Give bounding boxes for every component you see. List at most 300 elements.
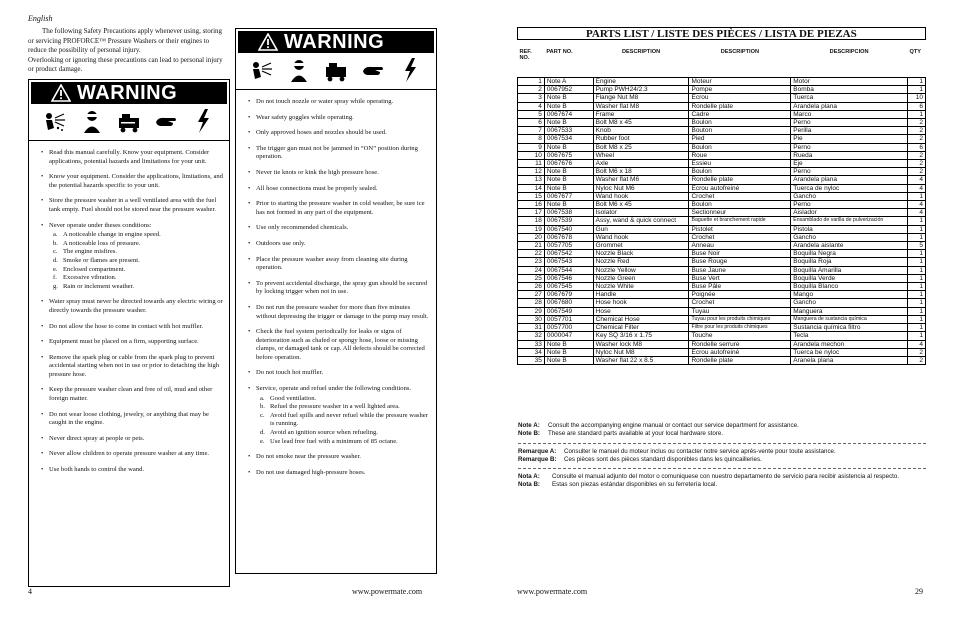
warning-item: • Use only recommended chemicals. [248,224,430,233]
qty-cell: 1 [907,274,925,282]
note-row [518,430,926,438]
ref-cell: 13 [518,176,545,184]
desc-es-cell: Motor [791,78,908,86]
desc-es-cell: Bomba [791,86,908,94]
ref-cell: 3 [518,94,545,102]
warning-item: • Check the fuel system periodically for leaks or signs of deterioration such as chafed or spongy hose, loose or missing clamps, or damaged tank or cap. All defects should be corrected before operation. [248,328,430,362]
desc-es-cell: Gancho [791,299,908,307]
warning-item-text: Service, operate and refuel under the following conditions. [256,385,412,393]
ref-cell: 25 [518,274,545,282]
col-ref: REF. NO. [519,49,532,61]
ref-cell: 2 [518,86,545,94]
note-label: Remarque A: [518,448,557,455]
desc-en-cell: Washer flat 22 x 8.5 [593,356,689,364]
note-text: Consult the accompanying engine manual or contact our service department for assistance. [548,422,799,429]
desc-fr-cell: Buse Jaune [689,266,791,274]
notes-fr [518,448,926,464]
part-no-cell: Note B [544,168,593,176]
electric-shock-icon [190,108,216,134]
table-row [518,160,926,168]
part-no-cell: Note B [544,102,593,110]
part-no-cell: 0067675 [544,151,593,159]
desc-fr-cell: Pistolet [689,225,791,233]
part-no-cell: 0067674 [544,110,593,118]
ref-cell: 28 [518,299,545,307]
ref-cell: 10 [518,151,545,159]
part-no-cell: 0067545 [544,283,593,291]
desc-en-cell: Nyloc Nut M8 [593,348,689,356]
qty-cell: 2 [907,119,925,127]
desc-fr-cell: Sectionneur [689,209,791,217]
desc-fr-cell: Boulon [689,143,791,151]
table-row [518,348,926,356]
page-number-right: 29 [915,587,923,596]
desc-es-cell: Arandela aislante [791,242,908,250]
note-label: Nota B: [518,481,540,488]
desc-es-cell: Eje [791,160,908,168]
part-no-cell: 0067538 [544,209,593,217]
banner-divider [236,89,436,90]
part-no-cell: 0067679 [544,291,593,299]
part-no-cell: 0057700 [544,324,593,332]
service-conditions-list [256,395,430,447]
ref-cell: 27 [518,291,545,299]
desc-fr-cell: Cadre [689,110,791,118]
part-no-cell: Note B [544,356,593,364]
warning-list-2 [236,98,436,477]
warning-item-text: Never operate under theses conditions: [49,221,152,229]
table-row [518,110,926,118]
desc-es-cell: Tuerca be nyloc [791,348,908,356]
qty-cell: 1 [907,86,925,94]
qty-cell: 1 [907,250,925,258]
part-no-cell: 0067680 [544,299,593,307]
desc-fr-cell: Crochet [689,233,791,241]
warning-banner [31,82,227,104]
ref-cell: 31 [518,324,545,332]
warning-item: • Do not touch nozzle or water spray while operating. [248,98,430,107]
desc-es-cell: Manguera de sustancia química [791,315,908,323]
note-text: Estas son piezas estándar disponibles en su ferretería local. [552,481,718,488]
qty-cell: 1 [907,78,925,86]
engine-machine-icon [116,108,142,134]
desc-es-cell: Rueda [791,151,908,159]
note-row [518,422,926,430]
ref-cell: 33 [518,340,545,348]
desc-fr-cell: Roue [689,151,791,159]
warning-item: • Do not run the pressure washer for more than five minutes without depressing the trigger or damage to the pump may result. [248,304,430,321]
desc-en-cell: Nozzle White [593,283,689,291]
note-label: Note B: [518,430,540,437]
table-row [518,78,926,86]
desc-es-cell: Ensamblado de varilla de pulverización [791,217,908,225]
desc-fr-cell: Buse Pâle [689,283,791,291]
condition-item: c. Avoid fuel spills and never refuel while the pressure washer is running. [260,412,430,429]
warning-item: • Never direct spray at people or pets. [41,435,223,444]
table-row [518,143,926,151]
ref-cell: 14 [518,184,545,192]
part-no-cell: Note B [544,143,593,151]
desc-fr-cell: Filtre pour les produits chimiques [689,324,791,332]
qty-cell: 1 [907,307,925,315]
desc-es-cell: Pie [791,135,908,143]
goggles-person-icon [286,57,312,83]
desc-es-cell: Boquilla Negra [791,250,908,258]
desc-fr-cell: Buse Noir [689,250,791,258]
ref-cell: 29 [518,307,545,315]
warning-item: • To prevent accidental discharge, the spray gun should be secured by locking trigger when not in use. [248,280,430,297]
desc-fr-cell: Rondelle serrure [689,340,791,348]
condition-item: a. Good ventilation. [260,395,430,404]
notes-divider [518,468,926,469]
table-row [518,233,926,241]
condition-item: d. Smoke or flames are present. [53,257,223,266]
parts-rows [518,78,926,365]
desc-en-cell: Nozzle Green [593,274,689,282]
warning-item: • Do not touch hot muffler. [248,369,430,378]
note-text: Consulter le manuel du moteur inclus ou contacter notre service après-vente pour toute assistance. [564,448,836,455]
desc-fr-cell: Moteur [689,78,791,86]
warning-item: • Wear safety goggles while operating. [248,114,430,123]
condition-item: f. Excessive vibration. [53,274,223,283]
parts-table [517,47,926,365]
ref-cell: 32 [518,332,545,340]
condition-item: c. The engine misfires. [53,248,223,257]
desc-es-cell: Aislador [791,209,908,217]
goggles-person-icon [79,108,105,134]
note-text: These are standard parts available at your local hardware store. [548,430,724,437]
ref-cell: 35 [518,356,545,364]
qty-cell: 4 [907,340,925,348]
ref-cell: 30 [518,315,545,323]
ref-cell: 21 [518,242,545,250]
desc-en-cell: Nozzle Yellow [593,266,689,274]
ref-cell: 8 [518,135,545,143]
ref-cell: 6 [518,119,545,127]
qty-cell: 4 [907,209,925,217]
desc-en-cell: Washer lock M8 [593,340,689,348]
desc-en-cell: Frame [593,110,689,118]
desc-es-cell: Aranela plana [791,356,908,364]
desc-en-cell: Wand hook [593,233,689,241]
ref-cell: 15 [518,192,545,200]
table-row [518,176,926,184]
warning-item: • Place the pressure washer away from cleaning site during operation. [248,256,430,273]
hand-hazard-icon [360,57,386,83]
ref-cell: 7 [518,127,545,135]
desc-es-cell: Boquilla Roja [791,258,908,266]
part-no-cell: 0067678 [544,233,593,241]
ref-cell: 22 [518,250,545,258]
desc-en-cell: Bolt M8 x 45 [593,119,689,127]
desc-es-cell: Tecla [791,332,908,340]
warning-item: • Never tie knots or kink the high pressure hose. [248,169,430,178]
qty-cell: 6 [907,102,925,110]
desc-en-cell: Bolt M6 x 18 [593,168,689,176]
desc-fr-cell: Boulon [689,168,791,176]
desc-es-cell: Boquilla Verde [791,274,908,282]
warning-item: • Equipment must be placed on a firm, supporting surface. [41,338,223,347]
language-label: English [28,14,53,23]
warning-item: • Outdoors use only. [248,240,430,249]
table-row [518,250,926,258]
table-row [518,274,926,282]
table-row [518,340,926,348]
warning-item: • Remove the spark plug or cable from the spark plug to prevent accidental starting when not in use or prior to detaching the high pressure hose. [41,354,223,380]
hazard-icons [244,55,428,85]
desc-en-cell: Nozzle Black [593,250,689,258]
table-row [518,184,926,192]
desc-en-cell: Grommet [593,242,689,250]
part-no-cell: 0067676 [544,160,593,168]
table-row [518,332,926,340]
desc-es-cell: Boquilla Blanco [791,283,908,291]
url-right: www.powermate.com [517,587,588,596]
condition-item: e. Enclosed compartment. [53,266,223,275]
desc-es-cell: Perno [791,168,908,176]
desc-en-cell: Washer flat M6 [593,176,689,184]
table-row [518,307,926,315]
hand-hazard-icon [153,108,179,134]
desc-es-cell: Marco [791,110,908,118]
url-left: www.powermate.com [352,587,423,596]
desc-en-cell: Washer flat M8 [593,102,689,110]
desc-fr-cell: Tuyau pour les produits chimiques [689,315,791,323]
electric-shock-icon [397,57,423,83]
desc-fr-cell: Crochet [689,192,791,200]
ref-cell: 34 [518,348,545,356]
desc-es-cell: Perno [791,201,908,209]
desc-es-cell: Perno [791,143,908,151]
table-row [518,315,926,323]
part-no-cell: 0057701 [544,315,593,323]
part-no-cell: Note A [544,78,593,86]
warning-item: • Do not allow the hose to come in contact with hot muffler. [41,323,223,332]
desc-fr-cell: Tuyau [689,307,791,315]
warning-item: • Do not wear loose clothing, jewelry, or anything that may be caught in the engine. [41,411,223,428]
ref-cell: 5 [518,110,545,118]
warning-banner [238,31,434,53]
ref-cell: 23 [518,258,545,266]
qty-cell: 1 [907,332,925,340]
desc-es-cell: Gancho [791,192,908,200]
part-no-cell: 0067540 [544,225,593,233]
intro-paragraph: The following Safety Precautions apply whenever using, storing or servicing PROFORCE™ Pressure Washers or their engines to reduce the possibility of personal injury. [28,27,223,54]
desc-es-cell: Manguera [791,307,908,315]
warning-item: • Never allow children to operate pressure washer at any time. [41,450,223,459]
desc-en-cell: Rubber foot [593,135,689,143]
table-row [518,102,926,110]
desc-es-cell: Sustancia química filtro [791,324,908,332]
table-row [518,258,926,266]
desc-en-cell: Chemical Hose [593,315,689,323]
desc-fr-cell: Crochet [689,299,791,307]
qty-cell: 4 [907,184,925,192]
page-number-left: 4 [28,587,32,596]
note-text: Consulte el manual adjunto del motor o comuniquese con nuestro departamento de servicio para recibir asistencia al respecto. [552,473,900,480]
part-no-cell: 0067542 [544,250,593,258]
desc-en-cell: Bolt M6 x 45 [593,201,689,209]
qty-cell: 1 [907,233,925,241]
ref-cell: 19 [518,225,545,233]
desc-es-cell: Tuerca [791,94,908,102]
table-row [518,324,926,332]
warning-item: • Do not use damaged high-pressure hoses. [248,469,430,478]
warning-item: • All hose connections must be properly sealed. [248,185,430,194]
condition-item: b. A noticeable loss of pressure. [53,240,223,249]
desc-es-cell: Tuerca de nyloc [791,184,908,192]
col-part: PART NO. [546,49,573,55]
ref-cell: 1 [518,78,545,86]
desc-en-cell: Key SQ 3/16 x 1.75 [593,332,689,340]
ref-cell: 20 [518,233,545,241]
part-no-cell: 0067539 [544,217,593,225]
table-row [518,201,926,209]
qty-cell: 1 [907,225,925,233]
desc-en-cell: Bolt M8 x 25 [593,143,689,151]
desc-es-cell: Arandela mechon [791,340,908,348]
ref-cell: 12 [518,168,545,176]
table-row [518,217,926,225]
desc-fr-cell: Boulon [689,119,791,127]
desc-en-cell: Flange Nut M8 [593,94,689,102]
qty-cell: 1 [907,283,925,291]
note-row [518,456,926,464]
warning-item: • Store the pressure washer in a well ventilated area with the fuel tank empty. Fuel should not be stored near the pressure washer. [41,197,223,214]
col-desc-fr: DESCRIPTION [720,49,759,55]
table-row [518,127,926,135]
part-no-cell: 0067546 [544,274,593,282]
condition-item: e. Use lead free fuel with a minimum of 85 octane. [260,438,430,447]
part-no-cell: 0057705 [544,242,593,250]
warning-item [41,222,223,292]
desc-en-cell: Engine [593,78,689,86]
desc-es-cell: Boquilla Amarilla [791,266,908,274]
warning-item: • Only approved hoses and nozzles should be used. [248,129,430,138]
table-row [518,242,926,250]
qty-cell: 4 [907,201,925,209]
warning-list-1 [29,149,229,475]
notes-es [518,473,926,489]
warning-item [248,385,430,446]
desc-en-cell: Wheel [593,151,689,159]
desc-fr-cell: Ecrou autofreiné [689,184,791,192]
table-row [518,86,926,94]
qty-cell: 1 [907,299,925,307]
hazard-icons [37,106,221,136]
desc-fr-cell: Buse Vert [689,274,791,282]
part-no-cell: Note B [544,201,593,209]
intro-text [28,27,228,75]
table-row [518,356,926,364]
ref-cell: 11 [518,160,545,168]
spray-hazard-icon [42,108,68,134]
desc-es-cell: Arandela plana [791,176,908,184]
desc-es-cell: Perilla [791,127,908,135]
desc-fr-cell: Baguette et branchement rapide [689,217,791,225]
desc-fr-cell: Touche [689,332,791,340]
table-row [518,119,926,127]
col-desc-en: DESCRIPTION [621,49,661,55]
qty-cell: 2 [907,135,925,143]
part-no-cell: Note B [544,94,593,102]
ref-cell: 26 [518,283,545,291]
table-row [518,94,926,102]
desc-fr-cell: Boulon [689,201,791,209]
desc-fr-cell: Pied [689,135,791,143]
desc-en-cell: Hose hook [593,299,689,307]
part-no-cell: 0067952 [544,86,593,94]
desc-fr-cell: Rondelle plate [689,356,791,364]
warning-item: • The trigger gun must not be jammed in “ON” position during operation. [248,145,430,162]
qty-cell: 1 [907,110,925,118]
desc-en-cell: Chemical Filter [593,324,689,332]
notes-divider [518,443,926,444]
qty-cell: 1 [907,192,925,200]
qty-cell: 1 [907,291,925,299]
part-no-cell: Note B [544,119,593,127]
qty-cell: 2 [907,151,925,159]
table-row [518,151,926,159]
part-no-cell: 0000047 [544,332,593,340]
banner-divider [29,140,229,141]
note-text: Ces pièces sont des pièces standard disponibles dans les quincailleries. [564,456,762,463]
ref-cell: 18 [518,217,545,225]
desc-fr-cell: Anneau [689,242,791,250]
spray-hazard-icon [249,57,275,83]
qty-cell: 1 [907,266,925,274]
note-row [518,481,926,489]
warning-item: • Do not smoke near the pressure washer. [248,453,430,462]
table-row [518,135,926,143]
warning-item: • Water spray must never be directed towards any electric wiring or directly towards the pressure washer. [41,298,223,315]
condition-item: g. Rain or inclement weather. [53,283,223,292]
warning-triangle-icon [51,84,71,102]
qty-cell: 2 [907,168,925,176]
qty-cell: 2 [907,356,925,364]
parts-list-title: PARTS LIST / LISTE DES PIÈCES / LISTA DE PIEZAS [517,27,926,40]
warning-item: • Know your equipment. Consider the applications, limitations, and the potential hazards specific to your unit. [41,173,223,190]
desc-en-cell: Isolator [593,209,689,217]
warning-triangle-icon [258,33,278,51]
part-no-cell: Note B [544,348,593,356]
conditions-list [49,231,223,291]
warning-item: • Keep the pressure washer clean and free of oil, mud and other foreign matter. [41,386,223,403]
warning-title: WARNING [77,81,178,104]
desc-es-cell: Pistola [791,225,908,233]
table-row [518,283,926,291]
qty-cell: 5 [907,242,925,250]
desc-fr-cell: Rondelle plate [689,102,791,110]
desc-en-cell: Wand hook [593,192,689,200]
desc-en-cell: Gun [593,225,689,233]
qty-cell: 1 [907,258,925,266]
ref-cell: 16 [518,201,545,209]
qty-cell: 1 [907,324,925,332]
part-no-cell: Note B [544,340,593,348]
note-label: Remarque B: [518,456,557,463]
warning-item: • Prior to starting the pressure washer in cold weather, be sure ice has not formed in any part of the equipment. [248,200,430,217]
table-row [518,291,926,299]
desc-fr-cell: Buse Rouge [689,258,791,266]
qty-cell: 1 [907,217,925,225]
desc-es-cell: Mango [791,291,908,299]
note-label: Note A: [518,422,540,429]
part-no-cell: 0067543 [544,258,593,266]
warning-box-2 [235,28,437,574]
qty-cell: 2 [907,348,925,356]
qty-cell: 2 [907,127,925,135]
